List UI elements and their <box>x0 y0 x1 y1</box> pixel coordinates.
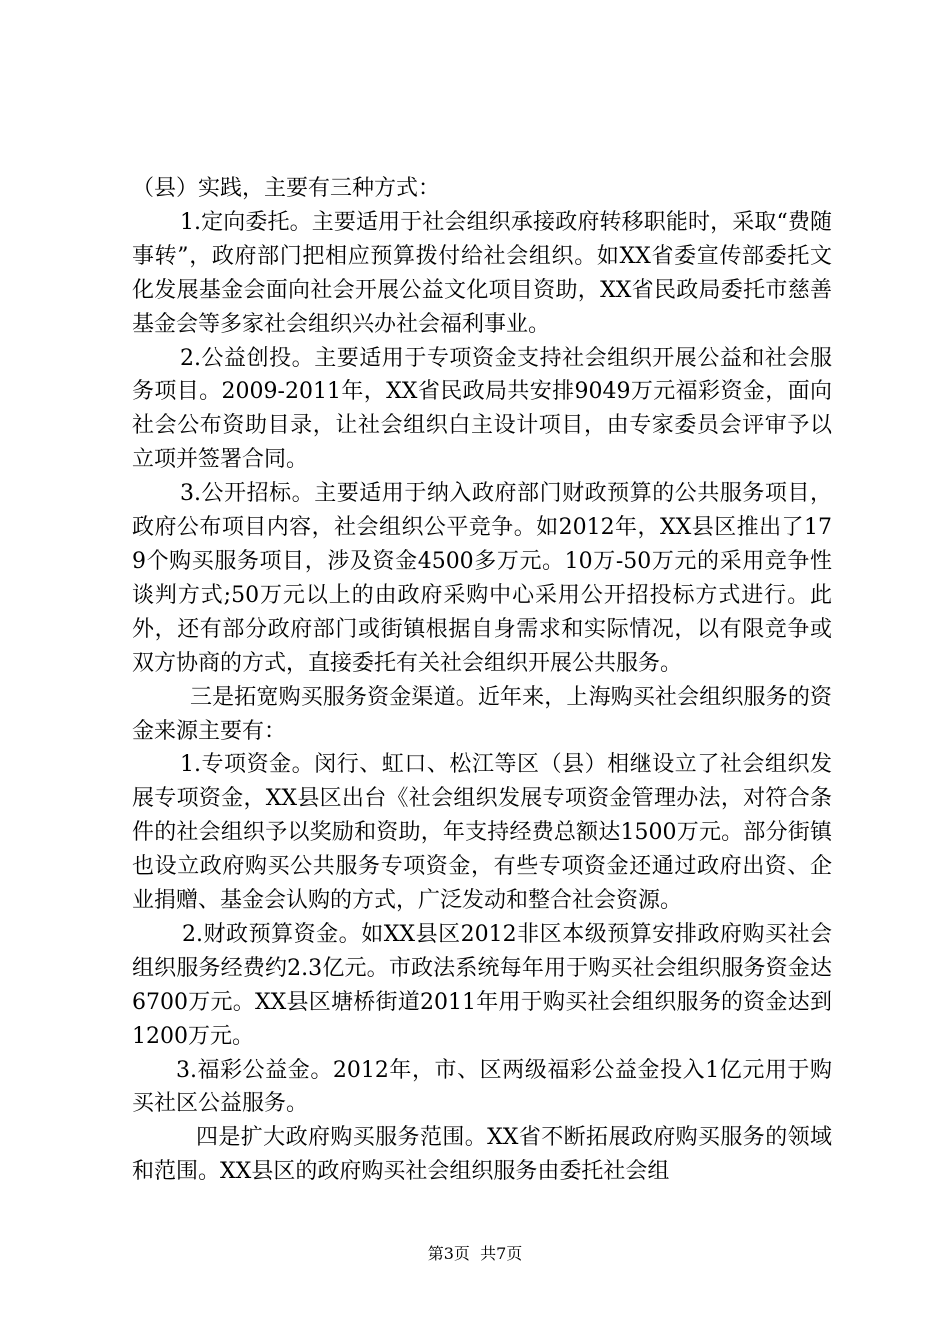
paragraph-public-tender: 3.公开招标。主要适用于纳入政府部门财政预算的公共服务项目，政府公布项目内容，社会组织公平竞争。如2012年，XX县区推出了179个购买服务项目，涉及资金4500多万元。10万-50万元的采用竞争性谈判方式;50万元以上的由政府采购中心采用公开招投标方式进行。此外，还有部分政府部门或街镇根据自身需求和实际情况，以有限竞争或双方协商的方式，直接委托有关社会组织开展公共服务。 <box>132 481 832 676</box>
paragraph-directed-commission: 1.定向委托。主要适用于社会组织承接政府转移职能时，采取“费随事转”，政府部门把相应预算拨付给社会组织。如XX省委宣传部委托文化发展基金会面向社会开展公益文化项目资助，XX省民政局委托市慈善基金会等多家社会组织兴办社会福利事业。 <box>132 209 832 337</box>
document-body <box>132 172 832 1189</box>
paragraph-county-practice: （县）实践，主要有三种方式： <box>132 176 441 201</box>
paragraph-funding-channels: 三是拓宽购买服务资金渠道。近年来，上海购买社会组织服务的资金来源主要有： <box>132 684 832 744</box>
paragraph-expand-scope: 四是扩大政府购买服务范围。XX省不断拓展政府购买服务的领域和范围。XX县区的政府购买社会组织服务由委托社会组 <box>132 1125 832 1185</box>
page-footer <box>0 1244 950 1264</box>
paragraph-budget-funds: 2.财政预算资金。如XX县区2012非区本级预算安排政府购买社会组织服务经费约2.3亿元。市政法系统每年用于购买社会组织服务资金达6700万元。XX县区塘桥街道2011年用于购买社会组织服务的资金达到1200万元。 <box>132 921 832 1049</box>
page-number-label: 第3页 共7页 <box>427 1244 523 1263</box>
paragraph-public-welfare-venture: 2.公益创投。主要适用于专项资金支持社会组织开展公益和社会服务项目。2009-2011年，XX省民政局共安排9049万元福彩资金，面向社会公布资助目录，让社会组织白主设计项目，由专家委员会评审予以立项并签署合同。 <box>132 345 832 473</box>
paragraph-special-funds: 1.专项资金。闵行、虹口、松江等区（县）相继设立了社会组织发展专项资金，XX县区出台《社会组织发展专项资金管理办法，对符合条件的社会组织予以奖励和资助，年支持经费总额达1500万元。部分街镇也设立政府购买公共服务专项资金，有些专项资金还通过政府出资、企业捐赠、基金会认购的方式，广泛发动和整合社会资源。 <box>132 752 832 914</box>
paragraph-welfare-lottery: 3.福彩公益金。2012年，市、区两级福彩公益金投入1亿元用于购买社区公益服务。 <box>132 1057 832 1117</box>
